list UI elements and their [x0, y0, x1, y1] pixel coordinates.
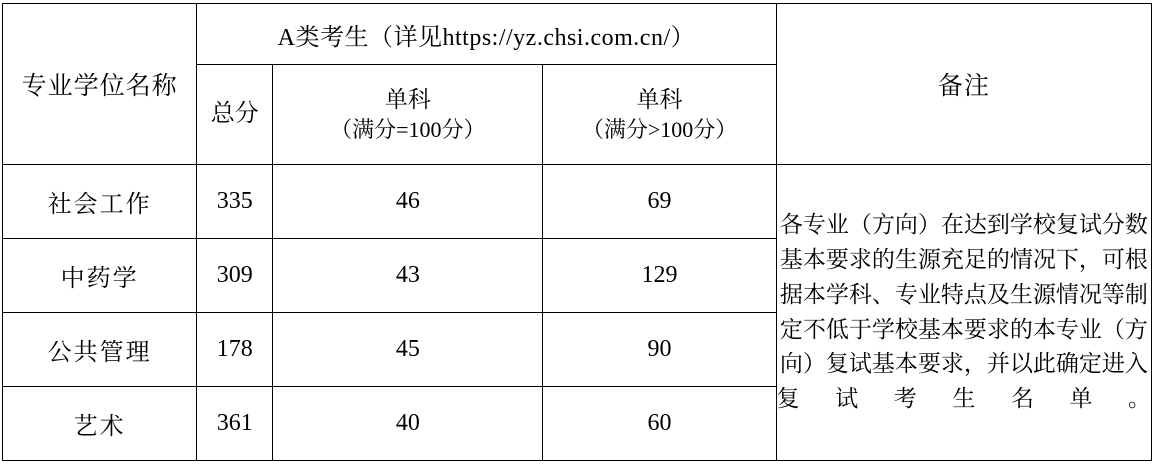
row-single-eq100: 43 — [273, 239, 543, 313]
header-single-eq100 — [273, 65, 543, 165]
row-single-gt100: 129 — [543, 239, 776, 313]
row-single-gt100: 90 — [543, 313, 776, 387]
row-total-score: 309 — [197, 239, 273, 313]
header-major: 专业学位名称 — [3, 4, 197, 165]
row-major-name: 社会工作 — [3, 165, 197, 239]
header-category-a: A类考生（详见https://yz.chsi.com.cn/） — [197, 4, 776, 65]
table-row — [3, 165, 1152, 239]
row-major-name: 中药学 — [3, 239, 197, 313]
header-single-gt100-line1: 单科 — [636, 87, 683, 113]
header-total-score: 总分 — [197, 65, 273, 165]
row-single-eq100: 45 — [273, 313, 543, 387]
score-table — [2, 3, 1152, 461]
row-single-gt100: 69 — [543, 165, 776, 239]
row-total-score: 335 — [197, 165, 273, 239]
header-single-gt100 — [543, 65, 776, 165]
row-major-name: 艺术 — [3, 387, 197, 461]
row-total-score: 361 — [197, 387, 273, 461]
header-single-gt100-line2: （满分>100分） — [581, 117, 738, 143]
remark-cell — [776, 165, 1151, 461]
header-single-eq100-line2: （满分=100分） — [330, 117, 486, 143]
row-single-eq100: 40 — [273, 387, 543, 461]
row-single-gt100: 60 — [543, 387, 776, 461]
remark-text: 各专业（方向）在达到学校复试分数基本要求的生源充足的情况下，可根据本学科、专业特点及生源情况等制定不低于学校基本要求的本专业（方向）复试基本要求，并以此确定进入复试考生名单。 — [776, 211, 1151, 412]
header-remark: 备注 — [776, 4, 1151, 165]
row-major-name: 公共管理 — [3, 313, 197, 387]
row-total-score: 178 — [197, 313, 273, 387]
table-header-row-1 — [3, 4, 1152, 65]
header-single-eq100-line1: 单科 — [384, 87, 431, 113]
row-single-eq100: 46 — [273, 165, 543, 239]
score-requirement-sheet — [0, 3, 1154, 473]
